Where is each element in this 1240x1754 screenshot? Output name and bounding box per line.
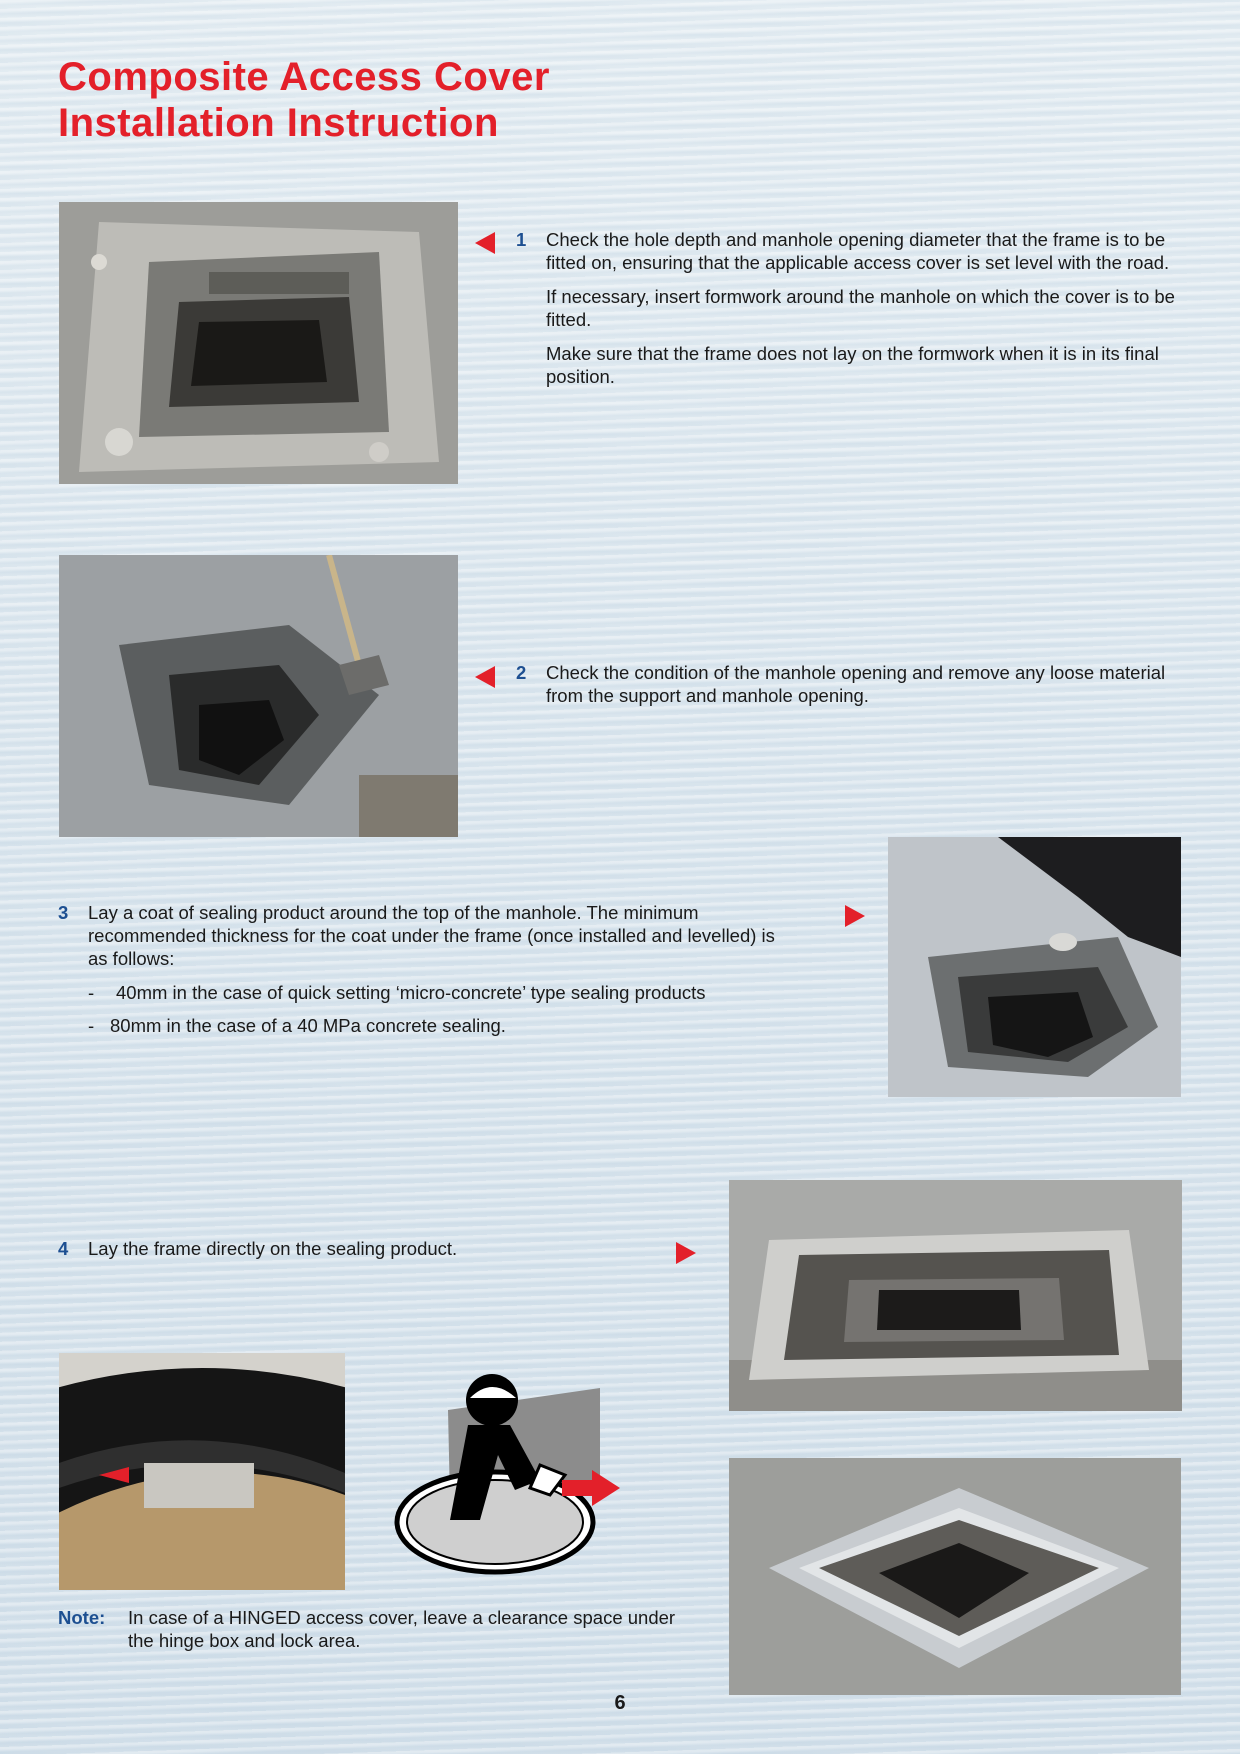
step-3-bullet: - 40mm in the case of quick setting ‘micro-concrete’ type sealing products — [88, 982, 706, 1003]
photo-step-4-frame-on-sealing — [729, 1180, 1182, 1411]
note-label: Note: — [58, 1607, 106, 1628]
step-3-number: 3 — [58, 902, 69, 923]
step-3-text: Lay a coat of sealing product around the top of the manhole. The minimum recommended thickness for the coat under the frame (once installed and levelled) is as follows: — [88, 902, 775, 969]
step-2 — [516, 661, 1186, 718]
illustration-hinged-cover — [390, 1370, 622, 1580]
photo-step-1-manhole-opening — [59, 202, 458, 484]
pointer-arrow-left-icon — [475, 232, 495, 254]
step-1-text: Make sure that the frame does not lay on the formwork when it is in its final position. — [546, 343, 1159, 387]
photo-hinge-clearance-detail — [59, 1353, 345, 1590]
page-title — [58, 54, 550, 146]
pointer-arrow-right-icon — [676, 1242, 696, 1264]
pointer-arrow-left-icon — [475, 666, 495, 688]
pointer-arrow-right-icon — [845, 905, 865, 927]
note-text: In case of a HINGED access cover, leave a clearance space under the hinge box and lock area. — [128, 1607, 676, 1651]
step-2-number: 2 — [516, 662, 527, 683]
step-2-text: Check the condition of the manhole opening and remove any loose material from the support and manhole opening. — [546, 662, 1166, 706]
step-3 — [58, 901, 798, 1047]
step-4 — [58, 1237, 658, 1271]
step-3-bullet: - 80mm in the case of a 40 MPa concrete sealing. — [88, 1015, 506, 1036]
step-4-number: 4 — [58, 1238, 69, 1259]
page-title-line-2: Installation Instruction — [58, 101, 499, 145]
step-1-number: 1 — [516, 229, 527, 250]
step-1-text: If necessary, insert formwork around the manhole on which the cover is to be fitted. — [546, 286, 1175, 330]
page-title-line-1: Composite Access Cover — [58, 55, 550, 99]
note — [58, 1606, 678, 1652]
photo-step-4-frame-installed — [729, 1458, 1181, 1695]
photo-step-2-cleaning-opening — [59, 555, 458, 837]
step-1 — [516, 228, 1186, 399]
step-1-text: Check the hole depth and manhole opening diameter that the frame is to be fitted on, ensuring that the applicable access cover is set level with the road. — [546, 229, 1170, 273]
step-4-text: Lay the frame directly on the sealing product. — [88, 1238, 458, 1259]
page-number: 6 — [614, 1692, 626, 1714]
photo-step-3-sealing-coat — [888, 837, 1181, 1097]
